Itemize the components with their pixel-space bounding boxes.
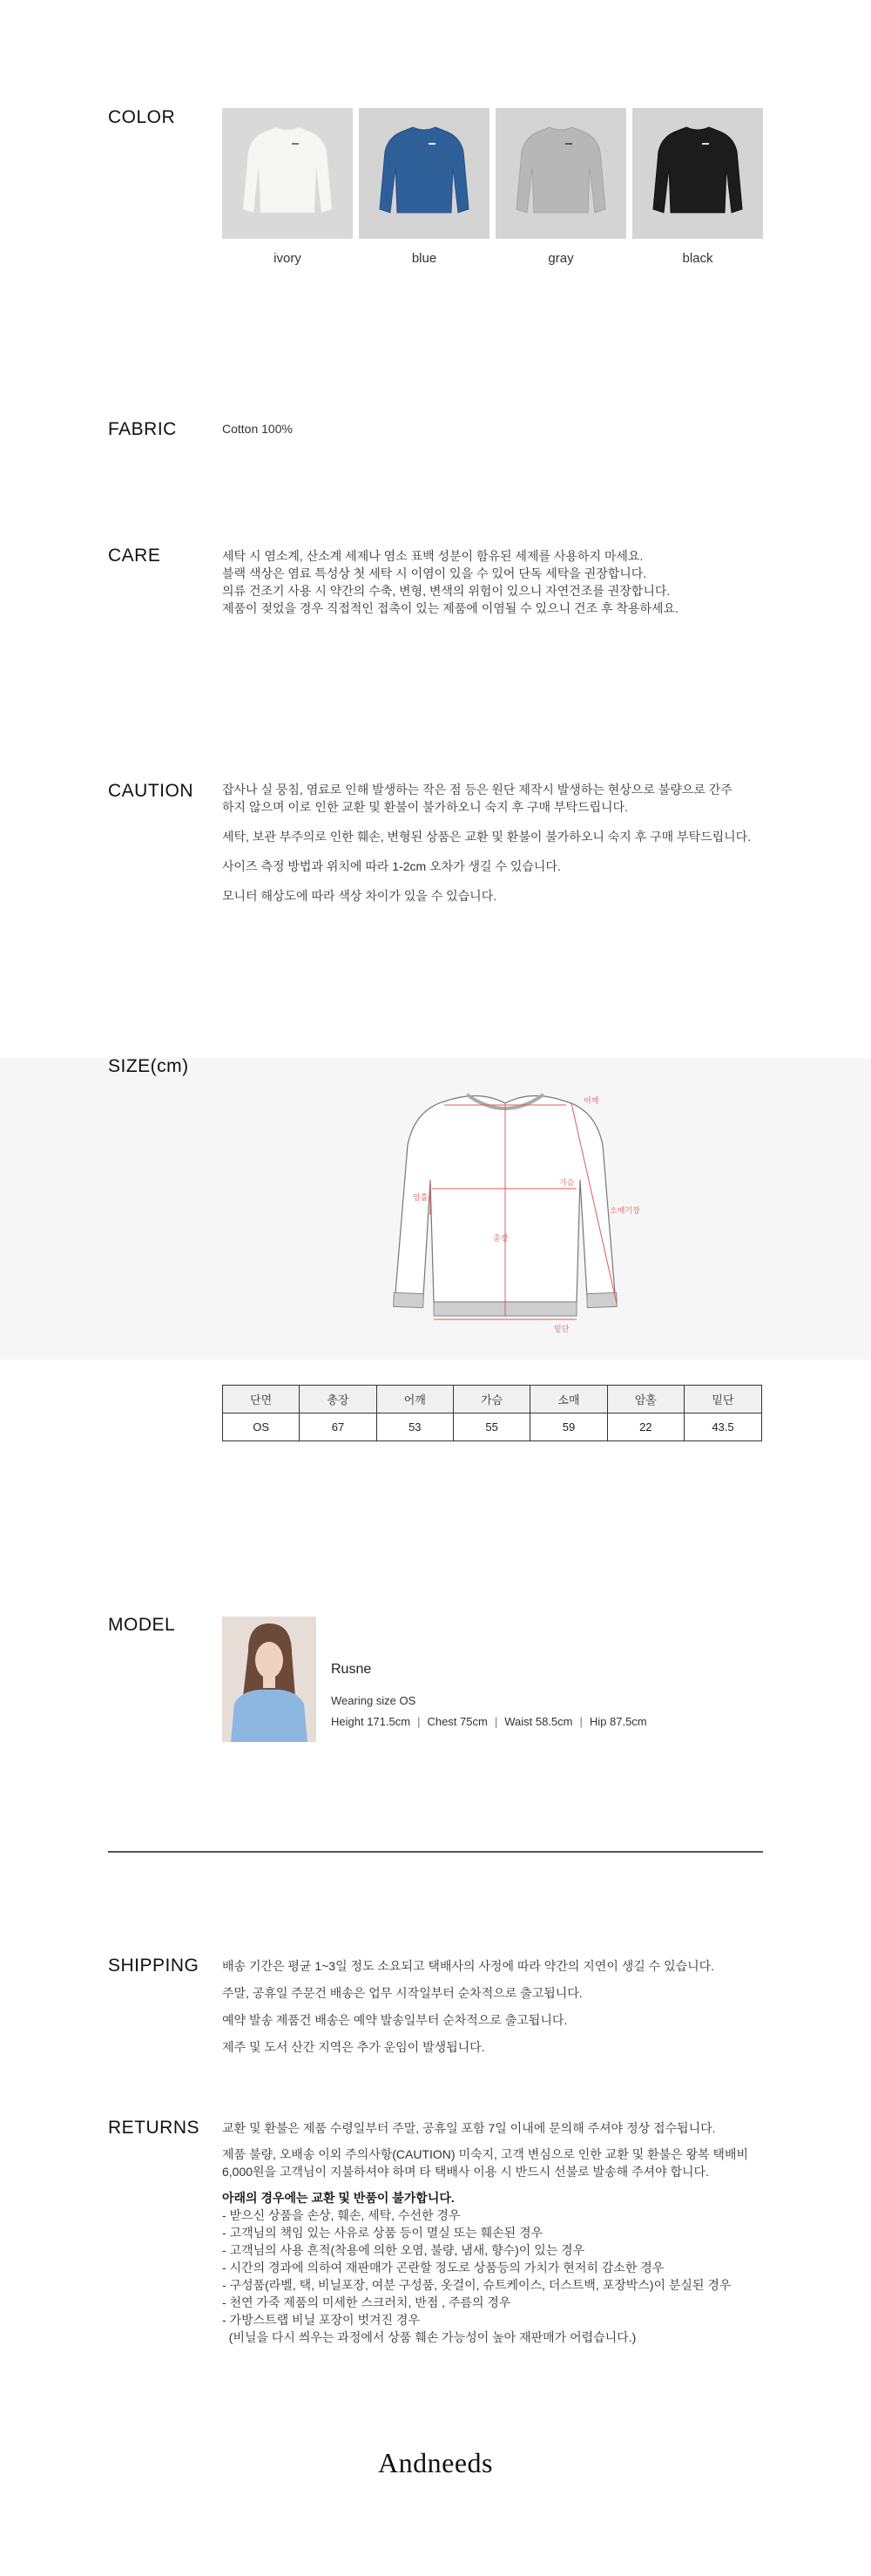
care-line: 블랙 색상은 염료 특성상 첫 세탁 시 이염이 있을 수 있어 단독 세탁을 권장합니다. [222,566,647,580]
returns-item: - 천연 가죽 제품의 미세한 스크러치, 반점 , 주름의 경우 [222,2295,511,2309]
returns-item: - 시간의 경과에 의하여 재판매가 곤란할 정도로 상품등의 가치가 현저히 감소한 경우 [222,2261,665,2274]
model-portrait-image [222,1617,316,1742]
returns-item: - 받으신 상품을 손상, 훼손, 세탁, 수선한 경우 [222,2208,461,2222]
brand-logo: Andneeds [378,2447,493,2478]
sweatshirt-icon [378,125,470,216]
shipping-line: 배송 기간은 평균 1~3일 정도 소요되고 택배사의 사정에 따라 약간의 지연이 생길 수 있습니다. [222,1959,715,1973]
size-header-cell: 밑단 [684,1386,761,1413]
size-cell: 53 [376,1413,453,1441]
model-heading: MODEL [108,1615,176,1635]
returns-item: - 고객님의 책임 있는 사유로 상품 등이 멸실 또는 훼손된 경우 [222,2226,544,2240]
size-header-cell: 어깨 [376,1386,453,1413]
returns-heading: RETURNS [108,2118,200,2138]
size-cell: 59 [530,1413,607,1441]
size-header-cell: 소매 [530,1386,607,1413]
size-table-row [223,1413,762,1441]
size-cell: 67 [300,1413,376,1441]
size-table-header-row [223,1386,762,1413]
diagram-label-chest: 가슴 [559,1179,575,1188]
model-wearing-size: Wearing size OS [331,1694,416,1707]
swatch-image [359,108,490,239]
model-chest: Chest 75cm [427,1715,488,1728]
size-cell: 55 [453,1413,530,1441]
swatch-gray[interactable] [496,108,626,266]
diagram-label-armhole: 암홀 [413,1194,429,1203]
model-hip: Hip 87.5cm [589,1715,647,1728]
model-height: Height 171.5cm [331,1715,411,1728]
shipping-line: 주말, 공휴일 주문건 배송은 업무 시작일부터 순차적으로 출고됩니다. [222,1986,583,2000]
model-name: Rusne [331,1662,372,1677]
care-text [222,547,679,617]
caution-heading: CAUTION [108,781,193,801]
swatch-label: blue [411,251,437,266]
shipping-heading: SHIPPING [108,1956,199,1976]
diagram-label-shoulder: 어깨 [584,1097,599,1106]
size-header-cell: 암홀 [607,1386,684,1413]
size-heading: SIZE(cm) [108,1056,189,1076]
sweatshirt-icon [652,125,744,216]
swatch-ivory[interactable] [222,108,353,266]
caution-line: 사이즈 측정 방법과 위치에 따라 1-2cm 오차가 생길 수 있습니다. [222,859,561,873]
returns-heading-line: 아래의 경우에는 교환 및 반품이 불가합니다. [222,2191,455,2205]
size-diagram [375,1084,640,1346]
caution-line: 세탁, 보관 부주의로 인한 훼손, 변형된 상품은 교환 및 환불이 불가하오니 숙지 후 구매 부탁드립니다. [222,830,752,844]
size-header-cell: 가슴 [453,1386,530,1413]
sweatshirt-icon [515,125,607,216]
shipping-line: 예약 발송 제품건 배송은 예약 발송일부터 순차적으로 출고됩니다. [222,2013,568,2027]
returns-item: - 구성품(라벨, 택, 비닐포장, 여분 구성품, 옷걸이, 슈트케이스, 더스트백, 포장박스)이 분실된 경우 [222,2278,732,2292]
care-line: 세탁 시 염소계, 산소계 세제나 염소 표백 성분이 함유된 세제를 사용하지 마세요. [222,549,644,563]
swatch-image [496,108,626,239]
diagram-label-length: 총장 [493,1235,509,1244]
section-divider [108,1851,763,1853]
returns-text [222,2119,748,2346]
size-cell: 43.5 [684,1413,761,1441]
returns-line: 제품 불량, 오배송 이외 주의사항(CAUTION) 미숙지, 고객 변심으로 인한 교환 및 환불은 왕복 택배비 [222,2147,749,2161]
swatch-blue[interactable] [359,108,490,266]
model-waist: Waist 58.5cm [504,1715,573,1728]
returns-item: (비닐을 다시 씌우는 과정에서 상품 훼손 가능성이 높아 재판매가 어렵습니다.) [222,2330,637,2344]
color-heading: COLOR [108,107,176,127]
fabric-text: Cotton 100% [222,422,293,436]
diagram-label-hem: 밑단 [554,1325,570,1334]
returns-line: 교환 및 환불은 제품 수령일부터 주말, 공휴일 포함 7일 이내에 문의해 주셔야 정상 접수됩니다. [222,2121,716,2135]
swatch-black[interactable] [632,108,763,266]
model-measurements: Height 171.5cm | Chest 75cm | Waist 58.5cm | Hip 87.5cm [331,1715,647,1728]
swatch-image [222,108,353,239]
caution-line: 모니터 해상도에 따라 색상 차이가 있을 수 있습니다. [222,889,497,903]
size-cell: 22 [607,1413,684,1441]
size-header-cell: 총장 [300,1386,376,1413]
shipping-line: 제주 및 도서 산간 지역은 추가 운임이 발생됩니다. [222,2040,485,2054]
swatch-image [632,108,763,239]
returns-item: - 가방스트랩 비닐 포장이 벗겨진 경우 [222,2313,420,2327]
care-line: 의류 건조기 사용 시 약간의 수축, 변형, 변색의 위험이 있으니 자연건조를 권장합니다. [222,584,671,598]
diagram-label-sleeve: 소매기장 [610,1207,640,1216]
caution-line: 잡사나 실 뭉침, 염료로 인해 발생하는 작은 점 등은 원단 제작시 발생하는 현상으로 불량으로 간주 [222,783,733,797]
returns-line: 6,000원을 고객님이 지불하셔야 하며 타 택배사 이용 시 반드시 선불로 발송해 주셔야 합니다. [222,2165,709,2179]
sweatshirt-icon [241,125,334,216]
care-line: 제품이 젖었을 경우 직접적인 접촉이 있는 제품에 이염될 수 있으니 건조 후 착용하세요. [222,601,679,615]
care-heading: CARE [108,546,161,566]
fabric-heading: FABRIC [108,419,177,439]
size-cell: OS [223,1413,300,1441]
caution-line: 하지 않으며 이로 인한 교환 및 환불이 불가하오니 숙지 후 구매 부탁드립니다. [222,800,628,814]
size-table [222,1385,762,1441]
shipping-text [222,1957,714,2056]
color-swatches [222,108,763,266]
caution-text [222,781,751,905]
swatch-label: black [682,251,713,266]
swatch-label: gray [548,251,574,266]
returns-item: - 고객님의 사용 흔적(착용에 의한 오염, 불량, 냄새, 향수)이 있는 경우 [222,2243,585,2257]
swatch-label: ivory [273,251,301,266]
size-header-cell: 단면 [223,1386,300,1413]
model-photo [222,1617,316,1742]
